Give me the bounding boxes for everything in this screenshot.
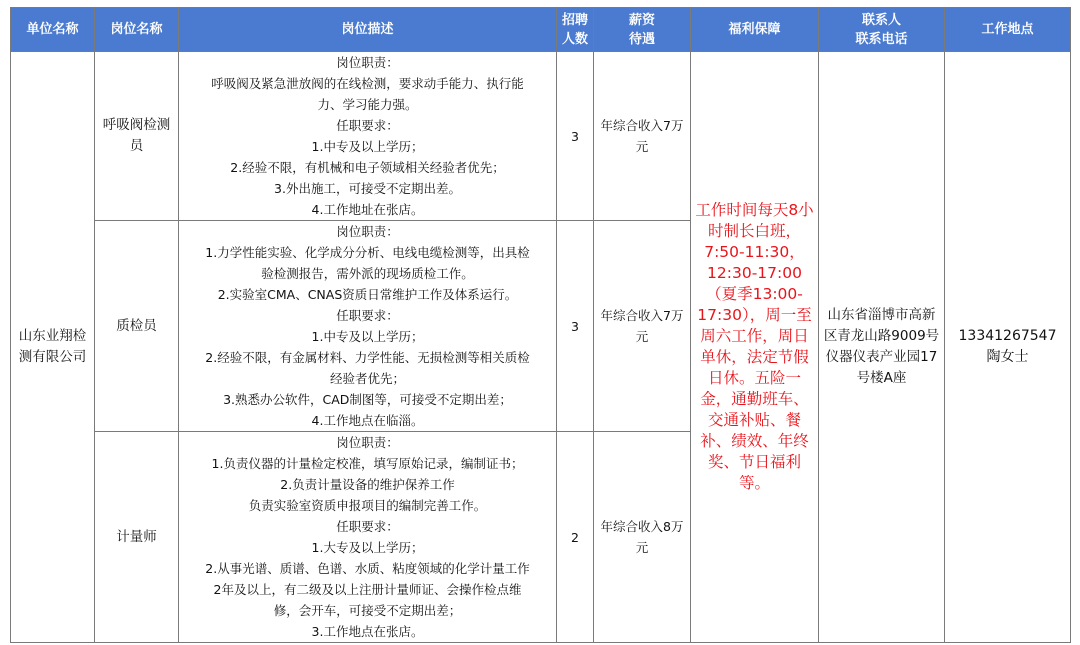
description-line: 4.工作地址在张店。 xyxy=(311,202,424,217)
header-salary-line: 待遇 xyxy=(628,31,655,47)
table-row xyxy=(11,52,1071,221)
header-company: 单位名称 xyxy=(11,8,95,52)
description-line: 3.熟悉办公软件，CAD制图等，可接受不定期出差； xyxy=(223,392,512,407)
header-headcount-line: 招聘 xyxy=(561,12,588,28)
position-description xyxy=(179,52,557,221)
description-line: 2年及以上，有二级及以上注册计量师证、会操作检点维 xyxy=(213,582,522,597)
description-line: 岗位职责： xyxy=(336,224,399,239)
position-salary: 年综合收入8万元 xyxy=(594,432,691,643)
description-line: 任职要求： xyxy=(336,308,399,323)
description-line: 呼吸阀及紧急泄放阀的在线检测，要求动手能力、执行能 xyxy=(211,76,524,91)
contact-phone: 13341267547 xyxy=(958,328,1057,344)
description-line: 2.负责计量设备的维护保养工作 xyxy=(280,477,455,492)
header-headcount-line: 人数 xyxy=(561,31,588,47)
description-line: 1.大专及以上学历； xyxy=(311,540,424,555)
job-listing-table xyxy=(10,7,1071,643)
description-line: 2.经验不限，有机械和电子领域相关经验者优先； xyxy=(230,160,505,175)
description-line: 1.力学性能实验、化学成分分析、电线电缆检测等，出具检 xyxy=(205,245,530,260)
header-contact-line: 联系电话 xyxy=(855,31,908,47)
description-line: 2.实验室CMA、CNAS资质日常维护工作及体系运行。 xyxy=(217,287,518,302)
company-name-cell: 山东业翔检测有限公司 xyxy=(11,52,95,643)
description-line: 4.工作地点在临淄。 xyxy=(311,413,424,428)
description-line: 1.中专及以上学历； xyxy=(311,139,424,154)
description-line: 1.负责仪器的计量检定校准，填写原始记录，编制证书； xyxy=(211,456,524,471)
table-header-row xyxy=(11,8,1071,52)
header-contact xyxy=(819,8,945,52)
description-line: 岗位职责： xyxy=(336,435,399,450)
position-title: 呼吸阀检测员 xyxy=(95,52,179,221)
header-contact-line: 联系人 xyxy=(861,12,901,28)
description-line: 3.工作地点在张店。 xyxy=(311,624,424,639)
description-line: 1.中专及以上学历； xyxy=(311,329,424,344)
description-line: 岗位职责： xyxy=(336,55,399,70)
description-line: 经验者优先； xyxy=(329,371,405,386)
contact-name: 陶女士 xyxy=(986,349,1029,365)
description-line: 任职要求： xyxy=(336,519,399,534)
position-description xyxy=(179,221,557,432)
location-cell: 山东省淄博市高新区青龙山路9009号仪器仪表产业园17号楼A座 xyxy=(819,52,945,643)
description-line: 修，会开车，可接受不定期出差； xyxy=(273,603,462,618)
position-title: 计量师 xyxy=(95,432,179,643)
header-salary xyxy=(594,8,691,52)
position-headcount: 3 xyxy=(557,221,594,432)
description-line: 负责实验室资质申报项目的编制完善工作。 xyxy=(248,498,487,513)
header-salary-line: 薪资 xyxy=(628,12,655,28)
description-line: 2.经验不限，有金属材料、力学性能、无损检测等相关质检 xyxy=(205,350,530,365)
header-location: 工作地点 xyxy=(945,8,1071,52)
description-line: 任职要求： xyxy=(336,118,399,133)
benefits-cell: 工作时间每天8小时制长白班，7:50-11:30，12:30-17:00（夏季13:00-17:30），周一至周六工作，周日单休，法定节假日休。五险一金，通勤班车、交通补贴、餐补、绩效、年终奖、节日福利等。 xyxy=(691,52,819,643)
description-line: 2.从事光谱、质谱、色谱、水质、粘度领域的化学计量工作 xyxy=(205,561,530,576)
position-title: 质检员 xyxy=(95,221,179,432)
header-benefits: 福利保障 xyxy=(691,8,819,52)
header-headcount xyxy=(557,8,594,52)
position-headcount: 3 xyxy=(557,52,594,221)
contact-cell xyxy=(945,52,1071,643)
header-position: 岗位名称 xyxy=(95,8,179,52)
header-description: 岗位描述 xyxy=(179,8,557,52)
description-line: 力、学习能力强。 xyxy=(317,97,418,112)
position-salary: 年综合收入7万元 xyxy=(594,221,691,432)
position-headcount: 2 xyxy=(557,432,594,643)
description-line: 验检测报告，需外派的现场质检工作。 xyxy=(261,266,474,281)
position-description xyxy=(179,432,557,643)
description-line: 3.外出施工，可接受不定期出差。 xyxy=(274,181,461,196)
position-salary: 年综合收入7万元 xyxy=(594,52,691,221)
